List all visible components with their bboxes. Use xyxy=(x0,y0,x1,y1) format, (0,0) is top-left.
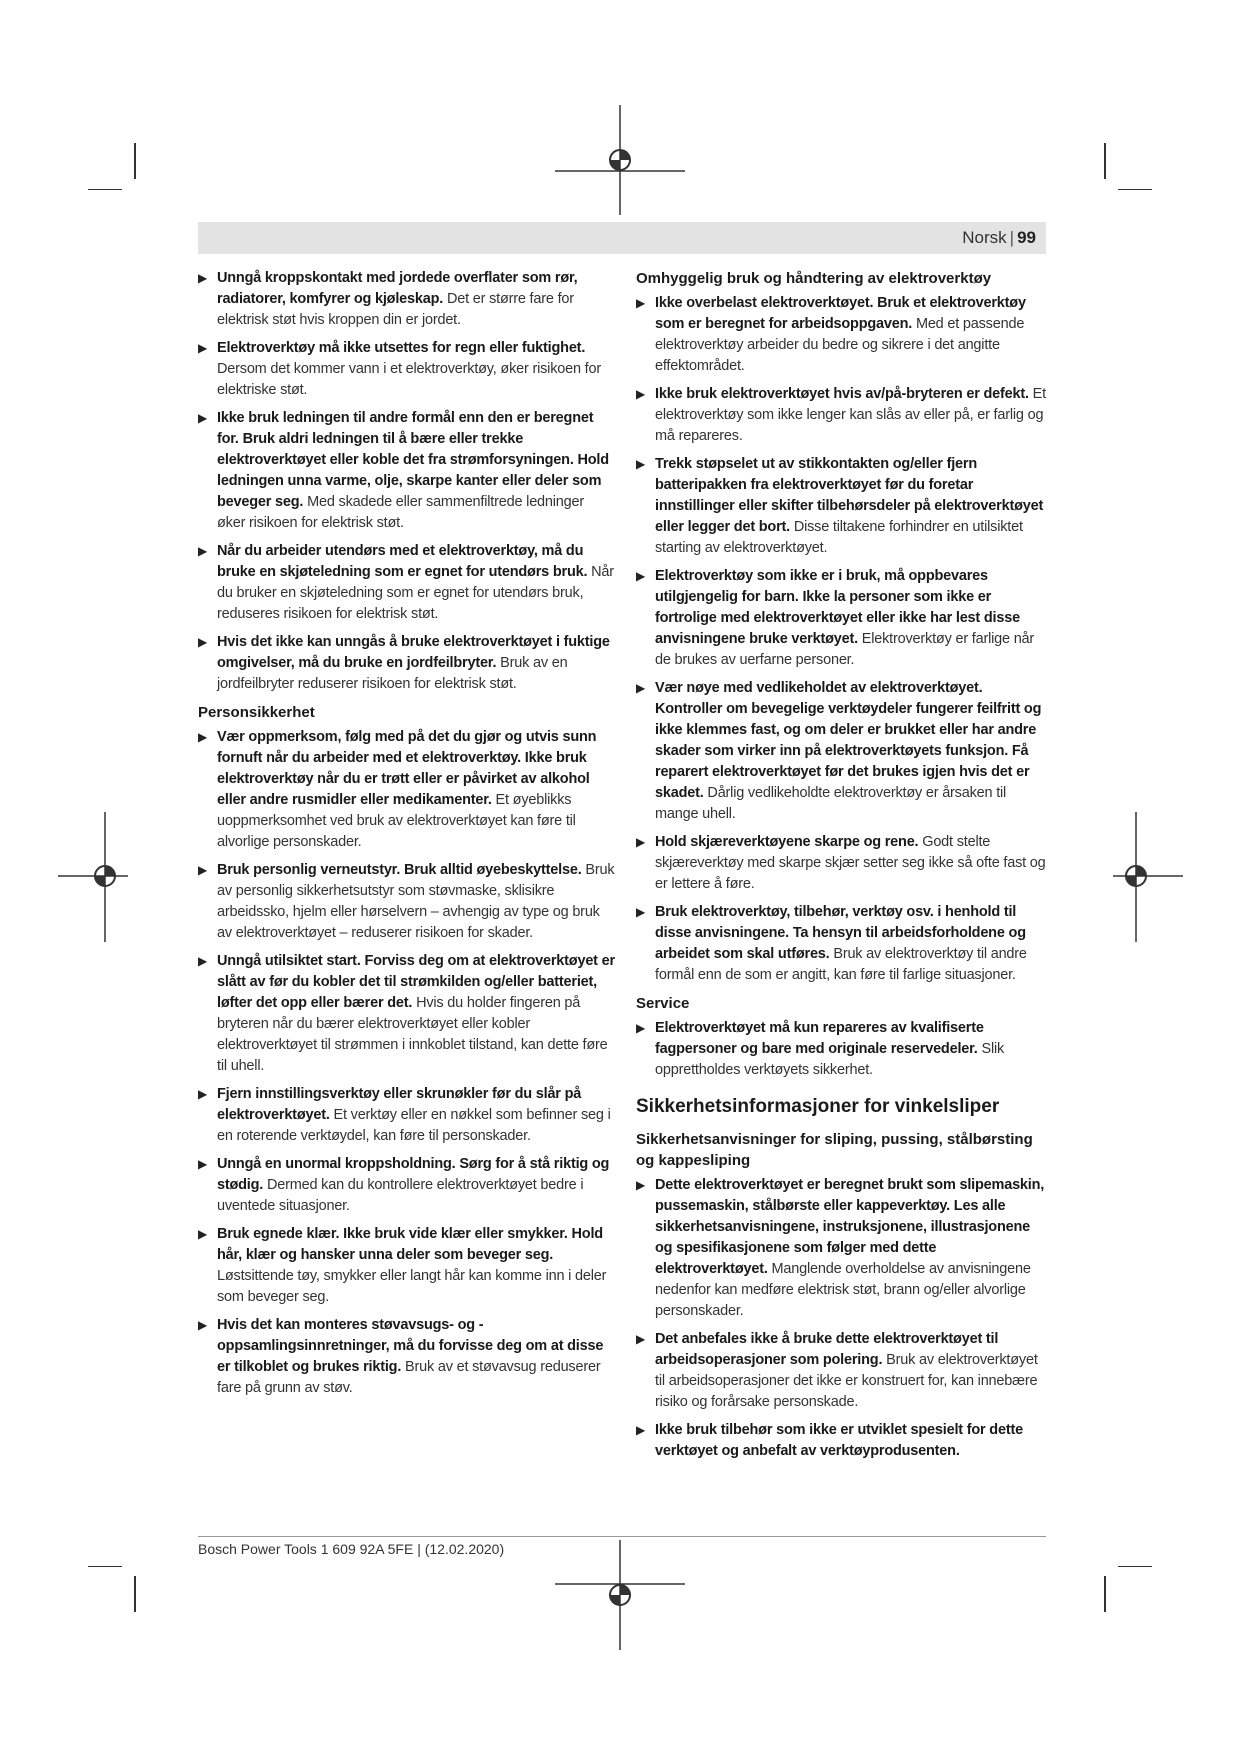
crop-mark-top-left-v xyxy=(134,143,136,179)
item-body-text: Et elektroverktøy som ikke lenger kan slås av eller på, er farlig og må repareres. xyxy=(655,386,1046,444)
bullet-arrow-icon: ▶ xyxy=(198,341,208,355)
bullet-arrow-icon: ▶ xyxy=(636,1178,646,1192)
item-body-text: Det er større fare for elektrisk støt hvis kroppen din er jordet. xyxy=(217,291,574,328)
item-body-text: Et verktøy eller en nøkkel som befinner seg i en roterende verktøydel, kan føre til personskader. xyxy=(217,1107,611,1144)
item-bold-text: Trekk støpselet ut av stikkontakten og/eller fjern batteripakken fra elektroverktøyet før du foretar innstillinger eller skifter tilbehørsdeler på elektroverktøyet eller legger det bort. xyxy=(655,456,1044,535)
bullet-arrow-icon: ▶ xyxy=(636,1423,646,1437)
item-body-text: Med et passende elektroverktøy arbeider du bedre og sikrere i det angitte effektområdet. xyxy=(655,316,1025,374)
item-body-text: Bruk av elektroverktøyet til arbeidsoperasjoner det ikke er konstruert for, kan innebære risiko og forårsake personskade. xyxy=(655,1352,1038,1410)
bullet-arrow-icon: ▶ xyxy=(198,954,208,968)
item-bold-text: Bruk personlig verneutstyr. Bruk alltid øyebeskyttelse. xyxy=(217,862,582,878)
list-item xyxy=(198,338,616,401)
item-body-text: Dermed kan du kontrollere elektroverktøyet bedre i uventede situasjoner. xyxy=(217,1177,584,1214)
footer-divider xyxy=(198,1536,1046,1537)
list-item xyxy=(198,1224,616,1308)
item-bold-text: Elektroverktøy som ikke er i bruk, må oppbevares utilgjengelig for barn. Ikke la personer som ikke er fortrolige med elektroverktøyet eller ikke har lest disse anvisningene bruke verktøyet. xyxy=(655,568,1020,647)
section-title-angle-grinder: Sikkerhetsinformasjoner for vinkelsliper xyxy=(636,1096,1000,1117)
list-item xyxy=(636,1420,1046,1462)
list-item xyxy=(198,632,616,695)
item-body-text: Slik opprettholdes verktøyets sikkerhet. xyxy=(655,1041,1005,1078)
bullet-arrow-icon: ▶ xyxy=(198,544,208,558)
list-item xyxy=(636,678,1046,825)
list-item xyxy=(198,541,616,625)
bullet-arrow-icon: ▶ xyxy=(198,863,208,877)
header-separator: | xyxy=(1009,228,1015,247)
bullet-arrow-icon: ▶ xyxy=(636,387,646,401)
right-column xyxy=(636,268,1046,1469)
registration-target-left-icon xyxy=(58,812,128,942)
bullet-arrow-icon: ▶ xyxy=(198,1087,208,1101)
list-item xyxy=(636,566,1046,671)
item-bold-text: Det anbefales ikke å bruke dette elektroverktøyet til arbeidsoperasjoner som polering. xyxy=(655,1331,999,1368)
item-bold-text: Ikke bruk ledningen til andre formål enn den er beregnet for. Bruk aldri ledningen til å bære eller trekke elektroverktøyet eller koble det fra strømforsyningen. Hold ledningen unna varme, olje, skarpe kanter eller deler som beveger seg. xyxy=(217,410,609,510)
list-item xyxy=(636,1329,1046,1413)
subheading-tool-care: Omhyggelig bruk og håndtering av elektroverktøy xyxy=(636,270,992,287)
crop-mark-bottom-right-v xyxy=(1104,1576,1106,1612)
item-body-text: Elektroverktøy er farlige når de brukes av uerfarne personer. xyxy=(655,631,1035,668)
list-item xyxy=(198,860,616,944)
subheading-service: Service xyxy=(636,995,690,1012)
registration-target-right-icon xyxy=(1113,812,1183,942)
bullet-arrow-icon: ▶ xyxy=(636,296,646,310)
list-personal-safety xyxy=(198,727,616,1399)
bullet-arrow-icon: ▶ xyxy=(198,411,208,425)
list-item xyxy=(198,727,616,853)
bullet-arrow-icon: ▶ xyxy=(636,1332,646,1346)
list-item xyxy=(636,1018,1046,1081)
list-item xyxy=(198,268,616,331)
item-body-text: Bruk av elektroverktøy til andre formål enn de som er angitt, kan føre til farlige situasjoner. xyxy=(655,946,1027,983)
bullet-arrow-icon: ▶ xyxy=(636,905,646,919)
subheading-personal-safety: Personsikkerhet xyxy=(198,704,315,721)
item-bold-text: Unngå kroppskontakt med jordede overflater som rør, radiatorer, komfyrer og kjøleskap. xyxy=(217,270,578,307)
item-body-text: Med skadede eller sammenfiltrede ledninger øker risikoen for elektrisk støt. xyxy=(217,494,585,531)
bullet-arrow-icon: ▶ xyxy=(198,271,208,285)
bullet-arrow-icon: ▶ xyxy=(636,1021,646,1035)
item-bold-text: Ikke overbelast elektroverktøyet. Bruk et elektroverktøy som er beregnet for arbeidsoppgaven. xyxy=(655,295,1026,332)
item-bold-text: Ikke bruk tilbehør som ikke er utviklet spesielt for dette verktøyet og anbefalt av verktøyprodusenten. xyxy=(655,1422,1023,1459)
item-bold-text: Dette elektroverktøyet er beregnet brukt som slipemaskin, pussemaskin, stålbørste eller kappeverktøy. Les alle sikkerhetsanvisningene, instruksjonene, illustrasjonene og spesifikasjonene som følger med dette elektroverktøyet. xyxy=(655,1177,1045,1277)
bullet-arrow-icon: ▶ xyxy=(198,1157,208,1171)
registration-target-bottom-icon xyxy=(555,1540,685,1650)
bullet-arrow-icon: ▶ xyxy=(198,635,208,649)
crop-mark-bottom-left-v xyxy=(134,1576,136,1612)
list-item xyxy=(198,1084,616,1147)
item-body-text: Godt stelte skjæreverktøy med skarpe skjær setter seg ikke så ofte fast og er lettere å føre. xyxy=(655,834,1046,892)
item-bold-text: Elektroverktøy må ikke utsettes for regn eller fuktighet. xyxy=(217,340,586,356)
item-body-text: Dårlig vedlikeholdte elektroverktøy er årsaken til mange uhell. xyxy=(655,785,1007,822)
item-body-text: Disse tiltakene forhindrer en utilsiktet starting av elektroverktøyet. xyxy=(655,519,1023,556)
list-item xyxy=(636,1175,1046,1322)
item-body-text: Løstsittende tøy, smykker eller langt hår kan komme inn i deler som beveger seg. xyxy=(217,1268,607,1305)
item-body-text: Bruk av et støvavsug reduserer fare på grunn av støv. xyxy=(217,1359,601,1396)
item-bold-text: Fjern innstillingsverktøy eller skrunøkler før du slår på elektroverktøyet. xyxy=(217,1086,582,1123)
crop-mark-bottom-left-h xyxy=(88,1566,122,1567)
item-body-text: Manglende overholdelse av anvisningene nedenfor kan medføre elektrisk støt, brann og/eller alvorlige personskader. xyxy=(655,1261,1031,1319)
list-item xyxy=(198,408,616,534)
list-item xyxy=(198,1154,616,1217)
item-bold-text: Unngå utilsiktet start. Forviss deg om at elektroverktøyet er slått av før du kobler det til strømkilden og/eller batteriet, løfter det opp eller bærer det. xyxy=(217,953,615,1011)
bullet-arrow-icon: ▶ xyxy=(636,569,646,583)
list-electrical-safety xyxy=(198,268,616,695)
footer-text: Bosch Power Tools 1 609 92A 5FE | (12.02.2020) xyxy=(198,1541,505,1557)
bullet-arrow-icon: ▶ xyxy=(636,457,646,471)
item-body-text: Bruk av personlig sikkerhetsutstyr som støvmaske, sklisikre arbeidssko, hjelm eller hørselvern – avhengig av type og bruk av elektroverktøyet – reduserer risikoen for skader. xyxy=(217,862,615,941)
list-item xyxy=(198,951,616,1077)
section-name: Norsk xyxy=(962,228,1007,247)
item-bold-text: Hold skjæreverktøyene skarpe og rene. xyxy=(655,834,919,850)
item-bold-text: Vær nøye med vedlikeholdet av elektroverktøyet. Kontroller om bevegelige verktøydeler fungerer feilfritt og ikke klemmes fast, og om deler er brukket eller har andre skader som virker inn på elektroverktøyets funksjon. Få reparert elektroverktøyet før det brukes igjen hvis det er skadet. xyxy=(655,680,1042,801)
item-body-text: Bruk av en jordfeilbryter reduserer risikoen for elektrisk støt. xyxy=(217,655,568,692)
item-body-text: Et øyeblikks uoppmerksomhet ved bruk av elektroverktøyet kan føre til alvorlige personskader. xyxy=(217,792,576,850)
item-body-text: Dersom det kommer vann i et elektroverktøy, øker risikoen for elektriske støt. xyxy=(217,361,601,398)
item-bold-text: Hvis det ikke kan unngås å bruke elektroverktøyet i fuktige omgivelser, må du bruke en jordfeilbryter. xyxy=(217,634,610,671)
bullet-arrow-icon: ▶ xyxy=(198,1227,208,1241)
item-body-text: Når du bruker en skjøteledning som er egnet for utendørs bruk, reduseres risikoen for elektrisk støt. xyxy=(217,564,614,622)
crop-mark-bottom-right-h xyxy=(1118,1566,1152,1567)
item-bold-text: Vær oppmerksom, følg med på det du gjør og utvis sunn fornuft når du arbeider med et elektroverktøy. Ikke bruk elektroverktøy når du er trøtt eller er påvirket av alkohol eller andre rusmidler eller medikamenter. xyxy=(217,729,597,808)
crop-mark-top-left-h xyxy=(88,189,122,190)
bullet-arrow-icon: ▶ xyxy=(198,730,208,744)
list-item xyxy=(636,902,1046,986)
bullet-arrow-icon: ▶ xyxy=(636,835,646,849)
subheading-grinding: Sikkerhetsanvisninger for sliping, pussing, stålbørsting og kappesliping xyxy=(636,1131,1033,1169)
item-bold-text: Elektroverktøyet må kun repareres av kvalifiserte fagpersoner og bare med originale reservedeler. xyxy=(655,1020,984,1057)
list-item xyxy=(198,1315,616,1399)
item-bold-text: Hvis det kan monteres støvavsugs- og -oppsamlingsinnretninger, må du forvisse deg om at disse er tilkoblet og brukes riktig. xyxy=(217,1317,604,1375)
item-bold-text: Bruk elektroverktøy, tilbehør, verktøy osv. i henhold til disse anvisningene. Ta hensyn til arbeidsforholdene og arbeidet som skal utføres. xyxy=(655,904,1026,962)
item-bold-text: Unngå en unormal kroppsholdning. Sørg for å stå riktig og stødig. xyxy=(217,1156,610,1193)
list-tool-care xyxy=(636,293,1046,986)
page-header xyxy=(198,222,1046,254)
left-column xyxy=(198,268,616,1406)
list-item xyxy=(636,384,1046,447)
list-grinding xyxy=(636,1175,1046,1462)
item-bold-text: Ikke bruk elektroverktøyet hvis av/på-bryteren er defekt. xyxy=(655,386,1029,402)
page-number: 99 xyxy=(1017,228,1036,247)
item-body-text: Hvis du holder fingeren på bryteren når du bærer elektroverktøyet eller kobler elektroverktøyet til strømmen i innkoblet tilstand, kan dette føre til uhell. xyxy=(217,995,608,1074)
page-label xyxy=(962,228,1036,248)
list-item xyxy=(636,832,1046,895)
crop-mark-top-right-h xyxy=(1118,189,1152,190)
bullet-arrow-icon: ▶ xyxy=(636,681,646,695)
item-bold-text: Når du arbeider utendørs med et elektroverktøy, må du bruke en skjøteledning som er egnet for utendørs bruk. xyxy=(217,543,588,580)
item-bold-text: Bruk egnede klær. Ikke bruk vide klær eller smykker. Hold hår, klær og hansker unna deler som beveger seg. xyxy=(217,1226,603,1263)
registration-target-top-icon xyxy=(555,105,685,215)
bullet-arrow-icon: ▶ xyxy=(198,1318,208,1332)
list-item xyxy=(636,293,1046,377)
list-item xyxy=(636,454,1046,559)
list-service xyxy=(636,1018,1046,1081)
crop-mark-top-right-v xyxy=(1104,143,1106,179)
